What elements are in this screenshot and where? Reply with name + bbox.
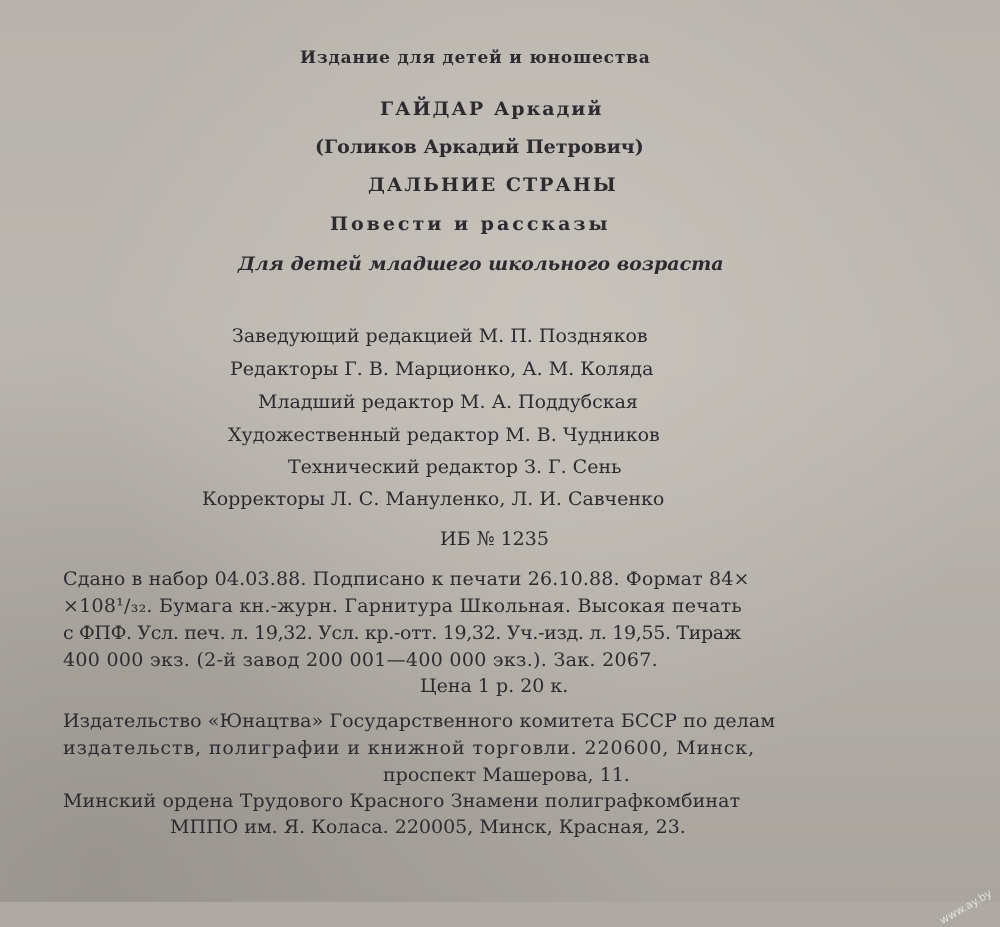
audience-line: Для детей младшего школьного возраста bbox=[238, 253, 724, 275]
edition-line: Издание для детей и юношества bbox=[300, 48, 651, 68]
credit-line: Заведующий редакцией М. П. Поздняков bbox=[232, 325, 648, 347]
printer-line: МППО им. Я. Коласа. 220005, Минск, Красная, 23. bbox=[170, 816, 686, 838]
site-watermark: www.ay.by bbox=[937, 886, 994, 927]
book-subtitle: Повести и рассказы bbox=[330, 213, 611, 235]
price: Цена 1 р. 20 к. bbox=[420, 675, 569, 697]
publisher-line: проспект Машерова, 11. bbox=[383, 764, 630, 786]
author-name: ГАЙДАР Аркадий bbox=[380, 98, 604, 120]
book-title: ДАЛЬНИЕ СТРАНЫ bbox=[368, 174, 618, 196]
author-real-name: (Голиков Аркадий Петрович) bbox=[315, 136, 644, 158]
print-details-line: ×108¹/₃₂. Бумага кн.-журн. Гарнитура Школьная. Высокая печать bbox=[63, 595, 743, 617]
credit-line: Корректоры Л. С. Мануленко, Л. И. Савченко bbox=[202, 488, 665, 510]
publisher-line: издательств, полиграфии и книжной торговли. 220600, Минск, bbox=[63, 737, 756, 759]
credit-line: Младший редактор М. А. Поддубская bbox=[258, 391, 638, 413]
ib-number: ИБ № 1235 bbox=[440, 528, 549, 550]
print-details-line: Сдано в набор 04.03.88. Подписано к печати 26.10.88. Формат 84× bbox=[63, 568, 750, 590]
print-details-line: 400 000 экз. (2-й завод 200 001—400 000 экз.). Зак. 2067. bbox=[63, 649, 658, 671]
credit-line: Художественный редактор М. В. Чудников bbox=[228, 424, 660, 446]
credit-line: Технический редактор З. Г. Сень bbox=[288, 456, 622, 478]
print-details-line: с ФПФ. Усл. печ. л. 19,32. Усл. кр.-отт. 19,32. Уч.-изд. л. 19,55. Тираж bbox=[63, 622, 741, 644]
printer-line: Минский ордена Трудового Красного Знамени полиграфкомбинат bbox=[63, 790, 741, 812]
credit-line: Редакторы Г. В. Марционко, А. М. Коляда bbox=[230, 358, 654, 380]
publisher-line: Издательство «Юнацтва» Государственного комитета БССР по делам bbox=[63, 710, 776, 732]
